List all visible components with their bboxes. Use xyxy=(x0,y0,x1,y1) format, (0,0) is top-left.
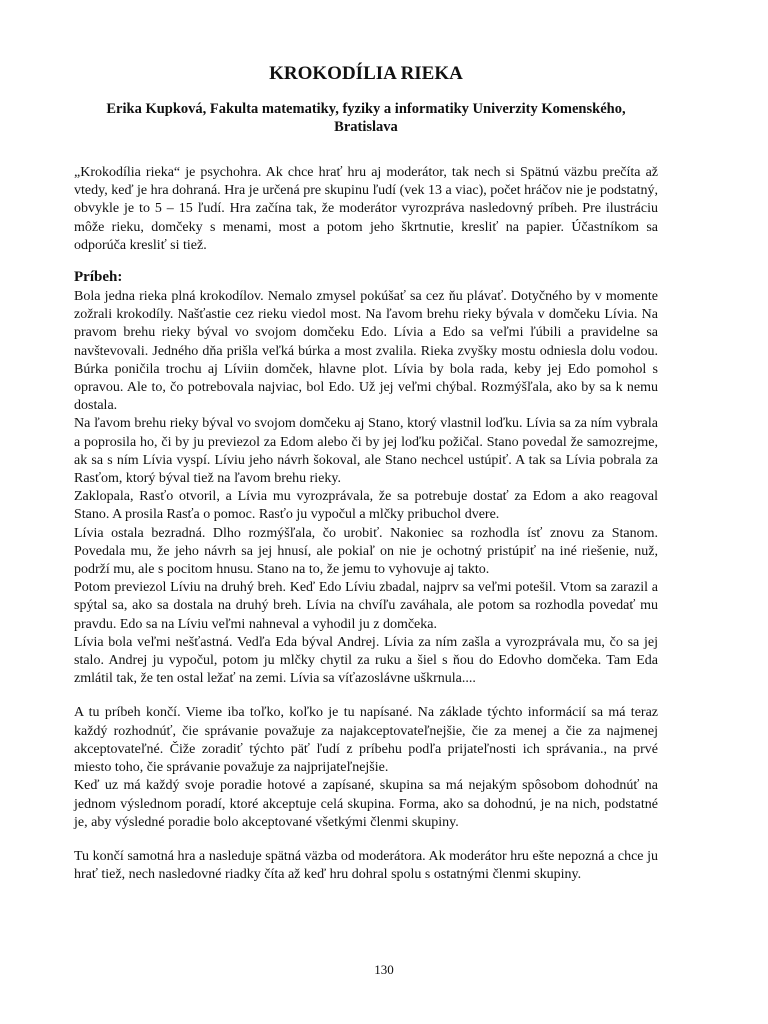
author-affiliation: Erika Kupková, Fakulta matematiky, fyziky a informatiky Univerzity Komenského, Bratislava xyxy=(106,101,626,135)
story-paragraph: Na ľavom brehu rieky býval vo svojom domčeku aj Stano, ktorý vlastnil loďku. Lívia sa za ním vybrala a poprosila ho, či by ju previezol za Edom alebo či by jej loďku požičal. Stano povedal že samozrejme, ak sa s ním Lívia vyspí. Líviu jeho návrh šokoval, ale Stano nechcel ustúpiť. A tak sa Lívia pobrala za Rasťom, ktorý býval tiež na ľavom brehu rieky. xyxy=(74,416,658,487)
conclusion-paragraph: A tu príbeh končí. Vieme iba toľko, koľko je tu napísané. Na základe týchto informácií sa má teraz každý rozhodnúť, čie správanie považuje za najakceptovateľnejšie, čie za menej a čie za najmenej akceptovateľné. Čiže zoradiť týchto päť ľudí z príbehu podľa prijateľnosti ich správania., na prvé miesto toho, čie správanie považuje za najprijateľnejšie. xyxy=(74,705,658,776)
intro-paragraph: „Krokodília rieka“ je psychohra. Ak chce hrať hru aj moderátor, tak nech si Spätnú väzbu prečíta až vtedy, keď je hra dohraná. Hra je určená pre skupinu ľudí (vek 13 a viac), počet hráčov nie je podstatný, obvykle je to 5 – 15 ľudí. Hra začína tak, že moderátor vyrozpráva nasledovný príbeh. Pre ilustráciu môže rieku, domčeky s menami, most a potom jeho škrtnutie, kresliť na papier. Účastníkom sa odporúča kresliť si tiež. xyxy=(74,165,658,253)
paragraph-spacer xyxy=(74,832,658,848)
story-paragraph: Bola jedna rieka plná krokodílov. Nemalo zmysel pokúšať sa cez ňu plávať. Dotyčného by v momente zožrali krokodíly. Našťastie cez rieku viedol most. Na ľavom brehu rieky bývala v domčeku Lívia. Na pravom brehu rieky býval vo svojom domčeku Edo. Lívia a Edo sa veľmi ľúbili a pravidelne sa navštevovali. Jedného dňa prišla veľká búrka a most zvalila. Rieka zvyšky mostu odniesla dolu vodou. Búrka poničila trochu aj Líviin domček, hlavne plot. Lívia by bola rada, keby jej Edo pomohol s opravou. Ale to, čo potrebovala najviac, bol Edo. Už jej veľmi chýbal. Rozmýšľala, ako by sa k nemu dostala. xyxy=(74,289,658,414)
paragraph-spacer xyxy=(74,688,658,704)
document-page xyxy=(74,62,658,884)
document-title: KROKODÍLIA RIEKA xyxy=(269,63,463,84)
closing-paragraph: Tu končí samotná hra a nasleduje spätná väzba od moderátora. Ak moderátor hru ešte nepozná a chce ju hrať tiež, nech nasledovné riadky číta až keď hru dohral spolu s ostatnými členmi skupiny. xyxy=(74,848,658,883)
story-paragraph: Potom previezol Líviu na druhý breh. Keď Edo Líviu zbadal, najprv sa veľmi potešil. Vtom sa zarazil a spýtal sa, ako sa dostala na druhý breh. Lívia na chvíľu zaváhala, ale potom sa rozhodla povedať mu pravdu. Edo sa na Líviu veľmi nahneval a vyhodil ju z domčeka. xyxy=(74,580,658,632)
conclusion-paragraph: Keď uz má každý svoje poradie hotové a zapísané, skupina sa má nejakým spôsobom dohodnúť na jednom výslednom poradí, ktoré akceptuje celá skupina. Forma, ako sa dohodnú, je na nich, podstatné je, aby výsledné poradie bolo akceptované všetkými členmi skupiny. xyxy=(74,778,658,830)
story-heading: Príbeh: xyxy=(74,269,123,286)
story-paragraph: Lívia bola veľmi nešťastná. Vedľa Eda býval Andrej. Lívia za ním zašla a vyrozprávala mu, čo sa jej stalo. Andrej ju vypočul, potom ju mlčky chytil za ruku a šiel s ňou do Edovho domčeka. Tam Eda zmlátil tak, že ten ostal ležať na zemi. Lívia sa víťazoslávne uškrnula.... xyxy=(74,634,658,687)
page-number: 130 xyxy=(374,962,394,977)
story-paragraph: Zaklopala, Rasťo otvoril, a Lívia mu vyrozprávala, že sa potrebuje dostať za Edom a ako reagoval Stano. A prosila Rasťa o pomoc. Rasťo ju vypočul a mlčky pribuchol dvere. xyxy=(74,489,658,523)
story-paragraph: Lívia ostala bezradná. Dlho rozmýšľala, čo urobiť. Nakoniec sa rozhodla ísť znovu za Stanom. Povedala mu, že jeho návrh sa jej hnusí, ale pokiaľ on nie je ochotný pristúpiť na iné riešenie, nuž, podrží mu, ale s pocitom hnusu. Stano na to, že jemu to vyhovuje aj takto. xyxy=(74,525,658,578)
